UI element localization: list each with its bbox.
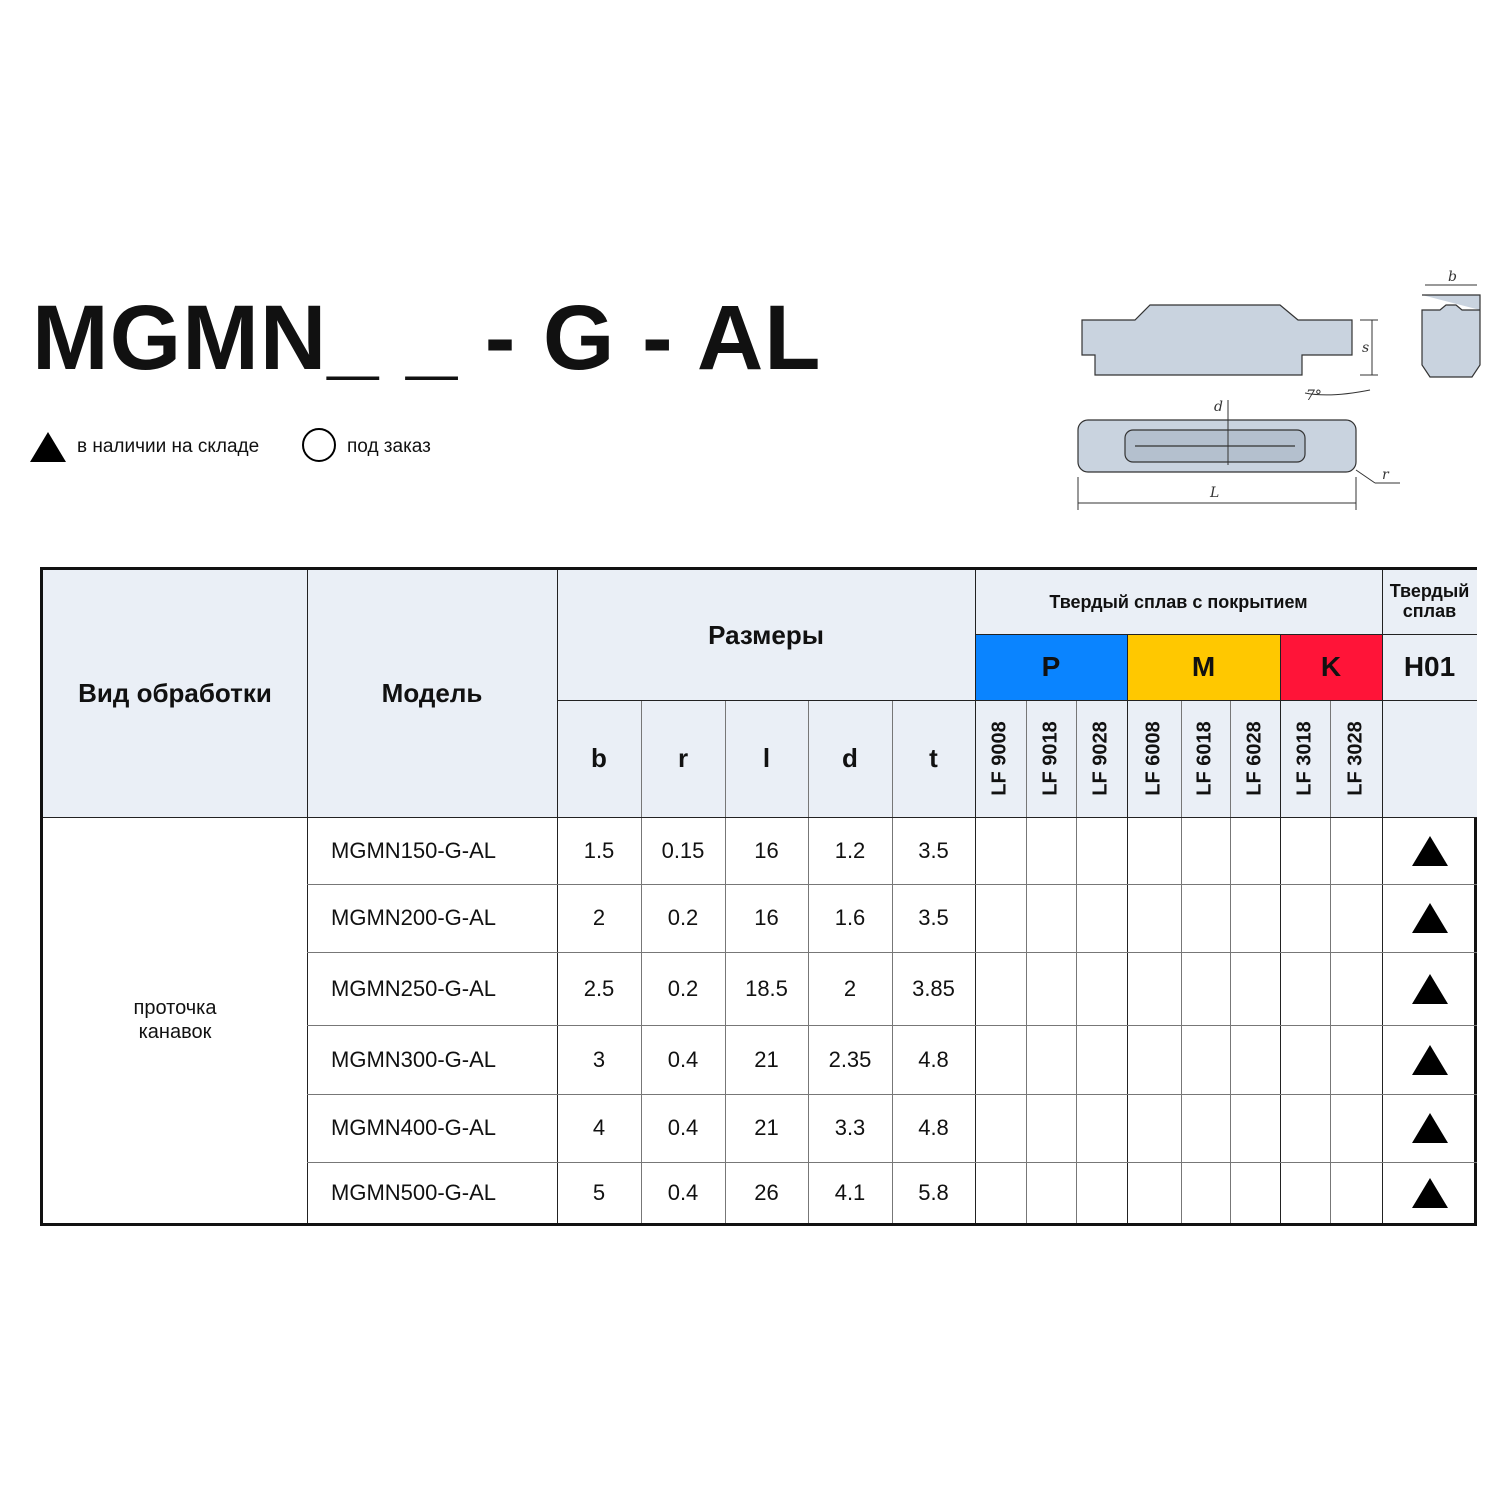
dim-cell-r: 0.15 (661, 837, 705, 863)
dim-cell-d: 1.6 (834, 905, 866, 930)
grade-header: LF 6018 (1194, 721, 1217, 796)
dim-cell-b: 3 (592, 1046, 606, 1072)
dim-cell-d: 2 (843, 975, 857, 1001)
insert-technical-drawing (1070, 265, 1490, 515)
grade-header-cell (1181, 700, 1230, 817)
header-coated-cell (975, 570, 1382, 634)
grade-header: LF 3018 (1293, 721, 1316, 796)
dim-cell-r: 0.4 (667, 1046, 699, 1072)
model-cell: MGMN400-G-AL (331, 1115, 497, 1140)
grade-header-cell (975, 700, 1026, 817)
dim-cell-t: 3.5 (918, 905, 949, 930)
dim-header-l: l (725, 700, 808, 817)
dim-cell-d: 1.2 (834, 837, 866, 863)
operation-label: проточка канавок (133, 997, 217, 1043)
group-m: M (1127, 634, 1280, 700)
grade-header: LF 9008 (989, 721, 1012, 796)
h01-availability-cell (1382, 1094, 1477, 1162)
dim-cell-t: 5.8 (918, 1179, 949, 1205)
drawing-label-angle: 7° (1306, 388, 1322, 404)
dim-cell-l: 16 (754, 837, 779, 863)
dim-cell-r: 0.4 (667, 1115, 699, 1140)
grade-header-cell (1076, 700, 1127, 817)
insert-end-view (1422, 295, 1480, 377)
header-operation-cell (43, 570, 307, 817)
in-stock-triangle-icon (1412, 1113, 1448, 1143)
model-cell: MGMN150-G-AL (331, 837, 497, 863)
model-cell: MGMN200-G-AL (331, 905, 497, 930)
dim-cell-r: 0.4 (667, 1179, 699, 1205)
dim-header-t: t (892, 700, 975, 817)
grade-header-cell (1330, 700, 1382, 817)
grade-header-cell (1127, 700, 1181, 817)
drawing-label-r: r (1382, 467, 1389, 483)
drawing-label-l: L (1210, 485, 1220, 501)
group-h01: H01 (1382, 634, 1477, 700)
grade-header-cell (1280, 700, 1330, 817)
model-cell: MGMN250-G-AL (331, 975, 497, 1001)
page-title: MGMN_ _ - G - AL (32, 287, 822, 389)
dim-cell-l: 18.5 (745, 975, 788, 1001)
in-stock-triangle-icon (1412, 836, 1448, 866)
grade-header-cell-empty (1382, 700, 1477, 817)
model-cell: MGMN300-G-AL (331, 1046, 497, 1072)
legend (30, 426, 530, 466)
header-uncoated-cell (1382, 570, 1477, 634)
drawing-label-d: d (1214, 399, 1223, 415)
grade-header: LF 9028 (1090, 721, 1113, 796)
dim-cell-l: 21 (754, 1046, 779, 1072)
operation-cell (43, 817, 307, 1223)
drawing-label-s: s (1362, 340, 1370, 356)
header-coated: Твердый сплав с покрытием (1049, 591, 1308, 612)
in-stock-triangle-icon (1412, 1178, 1448, 1208)
header-dimensions-cell (557, 570, 975, 700)
product-table (40, 567, 1477, 1226)
dim-cell-t: 3.85 (912, 975, 955, 1001)
dim-cell-t: 4.8 (918, 1115, 949, 1140)
grade-header: LF 6028 (1243, 721, 1266, 796)
dim-cell-l: 21 (754, 1115, 779, 1140)
header-uncoated: Твердый сплав (1389, 581, 1470, 621)
header-operation: Вид обработки (78, 678, 272, 708)
h01-availability-cell (1382, 952, 1477, 1025)
grade-header: LF 3028 (1344, 721, 1367, 796)
dim-cell-d: 2.35 (828, 1046, 872, 1072)
on-order-circle-icon (302, 428, 336, 462)
h01-availability-cell (1382, 1025, 1477, 1094)
in-stock-triangle-icon (1412, 1045, 1448, 1075)
h01-availability-cell (1382, 884, 1477, 952)
header-model: Модель (381, 678, 483, 708)
dim-cell-t: 4.8 (918, 1046, 949, 1072)
group-k: K (1280, 634, 1382, 700)
grade-header-cell (1230, 700, 1280, 817)
dim-cell-l: 16 (754, 905, 779, 930)
dim-cell-b: 2 (592, 905, 606, 930)
in-stock-triangle-icon (30, 432, 66, 462)
dim-cell-b: 1.5 (583, 837, 615, 863)
legend-in-stock-label: в наличии на складе (77, 436, 260, 457)
dim-header-d: d (808, 700, 892, 817)
in-stock-triangle-icon (1412, 974, 1448, 1004)
legend-on-order-label: под заказ (347, 436, 431, 457)
dim-cell-r: 0.2 (667, 905, 699, 930)
in-stock-triangle-icon (1412, 903, 1448, 933)
dim-cell-r: 0.2 (667, 975, 699, 1001)
dim-cell-t: 3.5 (918, 837, 949, 863)
h01-availability-cell (1382, 817, 1477, 884)
h01-availability-cell (1382, 1162, 1477, 1223)
dim-cell-d: 4.1 (834, 1179, 866, 1205)
group-p: P (975, 634, 1127, 700)
grade-header: LF 6008 (1142, 721, 1165, 796)
dim-cell-d: 3.3 (834, 1115, 866, 1140)
insert-side-view (1082, 305, 1352, 375)
drawing-label-b: b (1448, 269, 1457, 285)
grade-header: LF 9018 (1039, 721, 1062, 796)
header-dimensions: Размеры (708, 619, 824, 650)
dim-header-b: b (557, 700, 641, 817)
dim-cell-l: 26 (754, 1179, 779, 1205)
grade-header-cell (1026, 700, 1076, 817)
dim-header-r: r (641, 700, 725, 817)
header-model-cell (307, 570, 557, 817)
dim-cell-b: 4 (592, 1115, 606, 1140)
dim-cell-b: 5 (592, 1179, 606, 1205)
dim-cell-b: 2.5 (583, 975, 615, 1001)
model-cell: MGMN500-G-AL (331, 1179, 497, 1205)
